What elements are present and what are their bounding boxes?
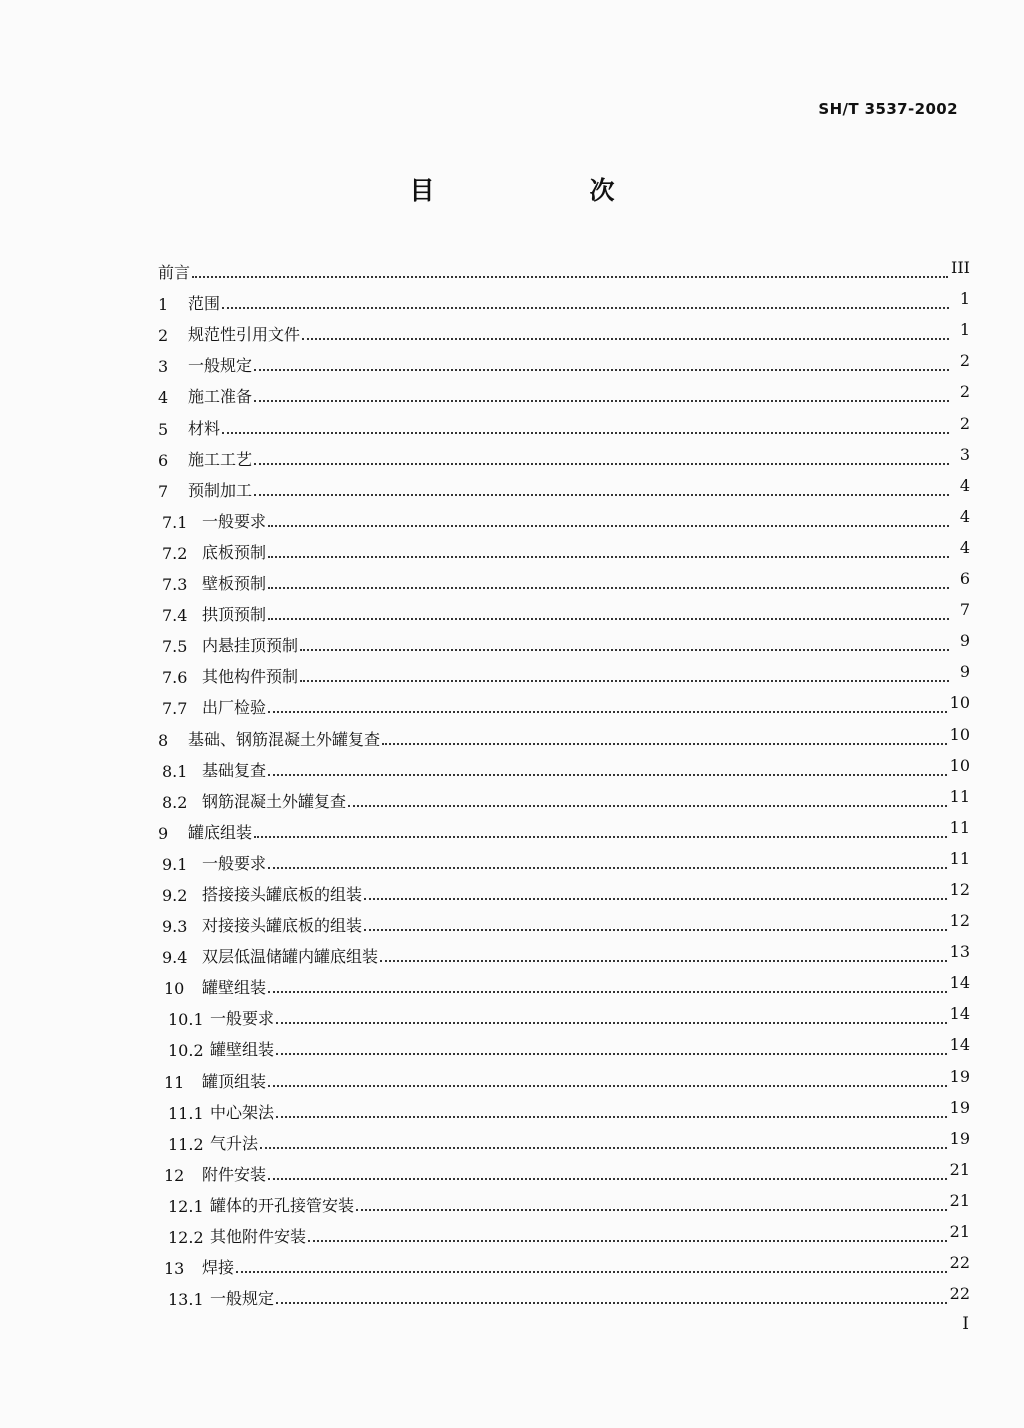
toc-dot-leader — [254, 400, 949, 402]
toc-dot-leader — [308, 1240, 947, 1242]
toc-entry-page: 1 — [959, 320, 970, 340]
toc-entry-page: 4 — [959, 537, 970, 557]
toc-entry[interactable] — [158, 1185, 970, 1216]
toc-dot-leader — [364, 929, 947, 931]
toc-entry[interactable] — [158, 1278, 970, 1309]
toc-dot-leader — [300, 649, 949, 651]
toc-entry[interactable] — [158, 1092, 970, 1123]
toc-dot-leader — [268, 587, 949, 589]
toc-entry-page: 10 — [949, 755, 970, 775]
toc-entry-number: 11.2 — [168, 1134, 204, 1154]
toc-entry-title: 范围 — [188, 294, 221, 314]
toc-entry[interactable] — [158, 843, 970, 874]
toc-dot-leader — [268, 774, 947, 776]
toc-entry-title: 壁板预制 — [202, 574, 267, 594]
toc-entry-page: 19 — [949, 1128, 970, 1148]
toc-entry-title: 搭接接头罐底板的组装 — [202, 884, 363, 904]
toc-entry-number: 12.1 — [168, 1196, 204, 1216]
toc-entry[interactable] — [158, 407, 970, 438]
toc-entry-title: 材料 — [188, 418, 221, 438]
toc-dot-leader — [254, 463, 949, 465]
toc-entry-number: 2 — [158, 326, 169, 346]
toc-entry-title: 罐壁组装 — [210, 1040, 275, 1060]
toc-entry-number: 5 — [158, 419, 169, 439]
toc-entry-page: 14 — [949, 1004, 970, 1024]
toc-entry[interactable] — [158, 283, 970, 314]
toc-entry-title: 拱顶预制 — [202, 605, 267, 625]
toc-entry-page: 2 — [959, 351, 970, 371]
toc-entry-title: 罐顶组装 — [202, 1071, 267, 1091]
toc-entry-number: 12.2 — [168, 1228, 204, 1247]
toc-entry-page: 19 — [949, 1066, 970, 1086]
toc-entry-page: 11 — [949, 786, 970, 806]
page-title — [0, 171, 1024, 207]
toc-entry-title: 基础复查 — [202, 760, 267, 780]
footer-page-number: I — [962, 1314, 969, 1334]
toc-entry-title: 前言 — [158, 263, 191, 283]
toc-entry-title: 其他构件预制 — [202, 667, 299, 687]
toc-entry-page: 2 — [959, 413, 970, 433]
toc-entry-title: 对接接头罐底板的组装 — [202, 916, 363, 936]
toc-entry-title: 罐体的开孔接管安装 — [210, 1195, 355, 1215]
toc-entry-title: 施工准备 — [188, 387, 253, 407]
toc-entry[interactable] — [158, 1060, 970, 1091]
toc-entry-number: 8.1 — [162, 761, 188, 781]
toc-entry-number: 7.4 — [162, 606, 188, 626]
title-char-2: 次 — [589, 176, 615, 205]
toc-entry-title: 规范性引用文件 — [188, 325, 301, 345]
toc-entry-title: 附件安装 — [202, 1164, 267, 1184]
toc-entry-number: 7.1 — [162, 512, 188, 532]
toc-entry[interactable] — [158, 781, 970, 812]
toc-entry[interactable] — [158, 905, 970, 936]
toc-dot-leader — [380, 960, 947, 962]
toc-entry-number: 7.7 — [162, 699, 188, 719]
toc-entry-page: 22 — [949, 1253, 970, 1273]
toc-dot-leader — [268, 618, 949, 620]
title-char-1: 目 — [409, 176, 435, 205]
toc-entry-page: 7 — [959, 600, 970, 620]
toc-entry[interactable] — [158, 563, 970, 594]
toc-entry-number: 13 — [164, 1259, 185, 1279]
toc-entry-title: 一般要求 — [210, 1009, 275, 1029]
toc-dot-leader — [300, 680, 949, 682]
toc-entry[interactable] — [158, 252, 970, 283]
toc-entry-title: 双层低温储罐内罐底组装 — [202, 947, 379, 967]
toc-entry-number: 8 — [158, 730, 169, 750]
toc-dot-leader — [356, 1209, 947, 1211]
toc-entry-page: 19 — [949, 1097, 970, 1117]
toc-entry[interactable] — [158, 1216, 970, 1247]
toc-entry-title: 施工工艺 — [188, 449, 253, 469]
toc-entry[interactable] — [158, 1123, 970, 1154]
toc-dot-leader — [268, 1085, 947, 1087]
toc-entry-page: 14 — [949, 1035, 970, 1055]
toc-entry[interactable] — [158, 625, 970, 656]
toc-entry[interactable] — [158, 656, 970, 687]
toc-entry-number: 10.2 — [168, 1041, 204, 1061]
toc-entry-number: 10.1 — [168, 1010, 204, 1030]
toc-dot-leader — [236, 1271, 947, 1273]
toc-entry[interactable] — [158, 967, 970, 998]
toc-entry-title: 出厂检验 — [202, 698, 267, 718]
toc-entry-title: 罐底组装 — [188, 822, 253, 842]
toc-entry-number: 4 — [158, 388, 169, 408]
toc-dot-leader — [276, 1022, 947, 1024]
toc-entry-number: 10 — [164, 979, 185, 999]
toc-dot-leader — [268, 556, 949, 558]
toc-entry-page: 21 — [949, 1190, 970, 1210]
toc-entry-number: 7.6 — [162, 668, 188, 688]
toc-entry-number: 7.3 — [162, 575, 188, 595]
toc-entry-title: 基础、钢筋混凝土外罐复查 — [188, 729, 381, 749]
toc-entry[interactable] — [158, 998, 970, 1029]
toc-entry[interactable] — [158, 470, 970, 501]
toc-dot-leader — [268, 991, 947, 993]
toc-dot-leader — [254, 836, 947, 838]
toc-entry-page: 21 — [949, 1159, 970, 1179]
toc-entry-number: 9 — [158, 823, 169, 843]
toc-entry-title: 底板预制 — [202, 542, 267, 562]
toc-entry-page: 4 — [959, 475, 970, 495]
toc-dot-leader — [222, 432, 949, 434]
toc-entry-page: 9 — [959, 662, 970, 682]
toc-entry[interactable] — [158, 936, 970, 967]
toc-dot-leader — [276, 1302, 947, 1304]
toc-dot-leader — [268, 1178, 947, 1180]
toc-entry-page: 3 — [959, 444, 970, 464]
toc-entry-page: 22 — [949, 1284, 970, 1304]
toc-entry-page: 11 — [949, 817, 970, 837]
toc-entry[interactable] — [158, 1154, 970, 1185]
toc-entry[interactable] — [158, 718, 970, 749]
toc-entry-title: 其他附件安装 — [210, 1227, 307, 1246]
toc-entry-number: 11.1 — [168, 1103, 204, 1123]
toc-entry-page: 10 — [949, 693, 970, 713]
toc-dot-leader — [254, 369, 949, 371]
toc-entry-page: 12 — [949, 911, 970, 931]
toc-entry-page: 6 — [959, 569, 970, 589]
toc-entry-number: 7 — [158, 481, 169, 501]
toc-dot-leader — [276, 1116, 947, 1118]
toc-entry-page: 21 — [949, 1222, 970, 1241]
toc-entry-title: 焊接 — [202, 1258, 235, 1278]
toc-entry-page: III — [951, 258, 970, 278]
toc-dot-leader — [364, 898, 947, 900]
toc-entry-number: 7.5 — [162, 637, 188, 657]
toc-entry[interactable] — [158, 314, 970, 345]
toc-entry-title: 预制加工 — [188, 480, 253, 500]
toc-entry-page: 11 — [949, 848, 970, 868]
toc-entry-number: 9.4 — [162, 948, 188, 968]
toc-entry-page: 10 — [949, 724, 970, 744]
toc-entry-title: 一般要求 — [202, 511, 267, 531]
toc-dot-leader — [268, 525, 949, 527]
toc-entry-title: 罐壁组装 — [202, 978, 267, 998]
toc-entry-page: 4 — [959, 506, 970, 526]
toc-entry-title: 一般规定 — [188, 356, 253, 376]
toc-entry[interactable] — [158, 1247, 970, 1278]
toc-entry-number: 7.2 — [162, 543, 188, 563]
toc-dot-leader — [382, 743, 947, 745]
toc-entry-number: 11 — [164, 1072, 185, 1092]
toc-entry-page: 13 — [949, 942, 970, 962]
toc-entry-page: 1 — [959, 289, 970, 309]
toc-dot-leader — [276, 1053, 947, 1055]
toc-entry-number: 12 — [164, 1165, 185, 1185]
toc-entry-page: 2 — [959, 382, 970, 402]
toc-entry[interactable] — [158, 376, 970, 407]
toc-entry-page: 14 — [949, 973, 970, 993]
toc-dot-leader — [222, 307, 949, 309]
toc-entry-page: 9 — [959, 631, 970, 651]
table-of-contents — [158, 252, 970, 1309]
toc-entry[interactable] — [158, 501, 970, 532]
toc-entry-title: 钢筋混凝土外罐复查 — [202, 791, 347, 811]
toc-entry-number: 6 — [158, 450, 169, 470]
toc-dot-leader — [268, 711, 947, 713]
toc-entry[interactable] — [158, 812, 970, 843]
toc-entry-number: 13.1 — [168, 1290, 204, 1310]
toc-dot-leader — [348, 805, 947, 807]
toc-entry-title: 气升法 — [210, 1133, 259, 1153]
toc-entry[interactable] — [158, 1029, 970, 1060]
toc-entry-title: 中心架法 — [210, 1102, 275, 1122]
toc-dot-leader — [302, 338, 949, 340]
toc-entry-number: 9.3 — [162, 917, 188, 937]
toc-entry-page: 12 — [949, 879, 970, 899]
toc-dot-leader — [268, 867, 947, 869]
toc-dot-leader — [260, 1147, 947, 1149]
toc-dot-leader — [192, 276, 948, 278]
toc-entry[interactable] — [158, 874, 970, 905]
toc-entry[interactable] — [158, 594, 970, 625]
toc-entry[interactable] — [158, 687, 970, 718]
toc-entry[interactable] — [158, 439, 970, 470]
toc-entry[interactable] — [158, 750, 970, 781]
toc-entry-number: 3 — [158, 357, 169, 377]
toc-entry[interactable] — [158, 532, 970, 563]
toc-entry-number: 9.1 — [162, 854, 188, 874]
toc-entry-title: 一般要求 — [202, 853, 267, 873]
toc-entry-title: 内悬挂顶预制 — [202, 636, 299, 656]
toc-entry-number: 8.2 — [162, 792, 188, 812]
toc-dot-leader — [254, 494, 949, 496]
toc-entry[interactable] — [158, 345, 970, 376]
standard-code: SH/T 3537-2002 — [818, 100, 958, 118]
toc-entry-number: 9.2 — [162, 885, 188, 905]
toc-entry-number: 1 — [158, 295, 169, 315]
toc-entry-title: 一般规定 — [210, 1289, 275, 1309]
